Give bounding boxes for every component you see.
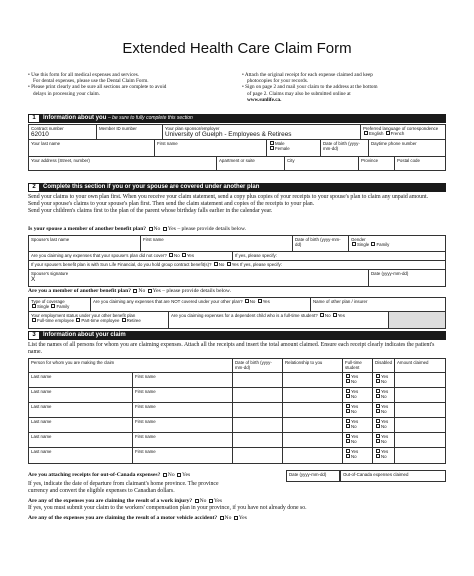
intro-line: www.sunlife.ca.: [247, 96, 282, 103]
field-value: University of Guelph - Employees & Retirees: [165, 130, 292, 138]
claim-relationship-field[interactable]: [283, 388, 343, 402]
family-checkbox[interactable]: [371, 242, 375, 246]
field-label: First name: [135, 433, 156, 439]
checkbox-label: Yes: [381, 403, 389, 409]
no-checkbox[interactable]: [376, 424, 380, 428]
claim-relationship-field[interactable]: [283, 403, 343, 417]
field-label: Spouse's last name: [31, 236, 70, 242]
apartment-field[interactable]: [217, 157, 285, 170]
claim-last-name-field[interactable]: [29, 418, 133, 432]
field-label: Type of coverage: [31, 298, 65, 304]
no-checkbox[interactable]: [163, 473, 167, 477]
intro-line: • Use this form for all medical expenses and services.: [28, 72, 140, 78]
signature-date-field[interactable]: [369, 270, 445, 286]
postal-code-field[interactable]: [395, 157, 445, 170]
yes-checkbox[interactable]: [234, 516, 238, 520]
section-2-instructions: [28, 194, 446, 215]
field-label: Your employment status under your other benefit plan: [31, 312, 136, 318]
french-checkbox[interactable]: [386, 131, 390, 135]
checkbox-label: Yes: [186, 252, 195, 258]
other-plan-grid: [28, 297, 446, 329]
checkbox-label: No: [351, 438, 357, 444]
spouse-sunlife-question: [29, 261, 445, 269]
claim-amount-field[interactable]: [395, 403, 445, 417]
field-label: Contract number: [31, 125, 64, 131]
section-number: 3: [29, 332, 39, 339]
spouse-claim-question: [29, 252, 233, 260]
checkbox-label: Female: [275, 145, 290, 151]
member-id-field[interactable]: [97, 125, 163, 139]
checkbox-label: Family: [56, 303, 70, 309]
departure-date-field[interactable]: [286, 470, 340, 482]
yes-checkbox[interactable]: [227, 262, 231, 266]
claim-disabled-field: [373, 448, 395, 463]
header-person: Person for whom you are making the claim: [29, 359, 233, 372]
header-dob: Date of birth (yyyy-mm-dd): [233, 359, 283, 372]
checkbox-label: Retiree: [126, 317, 141, 323]
signature-x: X: [31, 275, 36, 283]
field-label: City: [287, 157, 295, 163]
no-checkbox[interactable]: [245, 299, 249, 303]
section-title: Complete this section if you or your spouse are covered under another plan: [43, 184, 260, 190]
employment-status-field: [29, 312, 169, 328]
claim-student-field: [343, 433, 373, 447]
yes-checkbox[interactable]: [376, 449, 380, 453]
claim-last-name-field[interactable]: [29, 433, 133, 447]
claim-disabled-field: [373, 433, 395, 447]
no-checkbox[interactable]: [220, 516, 224, 520]
language-field: [361, 125, 445, 139]
yes-checkbox[interactable]: [182, 253, 186, 257]
claim-student-field: [343, 373, 373, 387]
checkbox-label: Yes: [351, 388, 359, 394]
field-label: Are you claiming expenses for a dependent child who is a full-time student?: [171, 312, 318, 318]
checkbox-label: No: [351, 453, 357, 459]
intro-left: [28, 72, 228, 97]
section-title: Information about you: [43, 115, 107, 121]
field-label: Last name: [31, 433, 52, 439]
section-3-instructions: List the names of all persons for whom you are claiming expenses. Attach all the receipts and insert the total amount claimed. Ensure each receipt clearly indicates the patient's name.: [28, 342, 435, 355]
intro-line: For dental expenses, please use the Dental Claim Form.: [33, 78, 149, 85]
field-label: First name: [135, 373, 156, 379]
yes-checkbox[interactable]: [376, 434, 380, 438]
checkbox-label: Yes: [167, 226, 176, 232]
contract-number-field[interactable]: [29, 125, 97, 139]
intro-line: delays in processing your claim.: [33, 90, 100, 97]
single-checkbox[interactable]: [352, 242, 356, 246]
dependent-question: [169, 312, 389, 328]
claim-student-field: [343, 388, 373, 402]
province-field[interactable]: [359, 157, 395, 170]
yes-checkbox[interactable]: [163, 227, 167, 231]
no-checkbox[interactable]: [376, 394, 380, 398]
last-name-field[interactable]: [29, 140, 155, 156]
claim-dob-field[interactable]: [233, 433, 283, 447]
yes-checkbox[interactable]: [258, 299, 262, 303]
checkbox-label: Part-time employee: [81, 317, 120, 323]
specify-field[interactable]: [233, 252, 445, 260]
checkbox-label: No: [351, 423, 357, 429]
checkbox-label: No: [138, 288, 146, 294]
no-checkbox[interactable]: [346, 424, 350, 428]
claim-first-name-field[interactable]: [133, 373, 233, 387]
field-label: Last name: [31, 418, 52, 424]
single-checkbox[interactable]: [32, 304, 36, 308]
spouse-plan-question: [28, 226, 446, 232]
yes-checkbox[interactable]: [346, 449, 350, 453]
checkbox-label: Yes: [381, 433, 389, 439]
fulltime-checkbox[interactable]: [32, 318, 36, 322]
question-text: Are any of the expenses you are claiming the result of a motor vehicle accident?: [28, 515, 218, 521]
question-tail: – please provide details below.: [162, 288, 231, 294]
claim-amount-field[interactable]: [395, 373, 445, 387]
work-injury-text: If yes, you must submit your claim to the workers' compensation plan in your province, if you have not already done so.: [28, 505, 307, 511]
field-label: Date (yyyy-mm-dd): [289, 471, 327, 477]
intro-line: • Attach the original receipt for each expense claimed and keep: [242, 72, 373, 78]
field-label: Province: [361, 157, 379, 163]
no-checkbox[interactable]: [214, 262, 218, 266]
claim-last-name-field[interactable]: [29, 388, 133, 402]
checkbox-label: No: [381, 423, 387, 429]
no-checkbox[interactable]: [376, 454, 380, 458]
field-label: If your spouse's benefit plan is with Sun Life Financial, do you hold group contract benefit(s)?: [31, 261, 212, 267]
checkbox-label: Full-time employee: [37, 317, 75, 323]
plan-sponsor-field[interactable]: [163, 125, 361, 139]
intro-line: • Sign on page 2 and mail your claim to the address at the bottom: [242, 84, 378, 91]
no-checkbox[interactable]: [195, 499, 199, 503]
section-number: 1: [29, 115, 39, 122]
field-label: Postal code: [397, 157, 420, 163]
question-text: Are you a member of another benefit plan?: [28, 288, 132, 294]
checkbox-label: Yes: [351, 448, 359, 454]
no-checkbox[interactable]: [169, 253, 173, 257]
claim-disabled-field: [373, 373, 395, 387]
motor-vehicle-question: [28, 515, 446, 521]
claim-disabled-field: [373, 418, 395, 432]
claim-first-name-field[interactable]: [133, 433, 233, 447]
claim-dob-field[interactable]: [233, 418, 283, 432]
checkbox-label: Yes: [262, 298, 270, 304]
parttime-checkbox[interactable]: [76, 318, 80, 322]
checkbox-label: Single: [37, 303, 50, 309]
field-label: Are you claiming any expenses that are NOT covered under your other plan?: [93, 298, 243, 304]
checkbox-label: No: [174, 252, 180, 258]
field-label: Your address (Street, number): [31, 157, 90, 163]
dob-field[interactable]: [321, 140, 369, 156]
checkbox-label: No: [218, 261, 225, 267]
checkbox-label: No: [224, 515, 232, 521]
claim-student-field: [343, 418, 373, 432]
claim-student-field: [343, 448, 373, 463]
field-label: Out-of-Canada expenses claimed: [343, 471, 409, 477]
field-label: Gender: [351, 236, 366, 242]
first-name-field[interactable]: [155, 140, 267, 156]
gender-field: [267, 140, 321, 156]
field-label: First name: [157, 140, 178, 146]
claim-row: [29, 373, 445, 388]
yes-checkbox[interactable]: [333, 313, 337, 317]
field-label: Preferred language of correspondence: [363, 125, 439, 131]
checkbox-label: Yes: [381, 448, 389, 454]
yes-checkbox[interactable]: [346, 389, 350, 393]
no-checkbox[interactable]: [376, 409, 380, 413]
instruction-text: currency and convert the eligible expenses to Canadian dollars.: [28, 488, 175, 494]
claim-relationship-field[interactable]: [283, 448, 343, 463]
intro-right: [242, 72, 446, 103]
no-checkbox[interactable]: [346, 394, 350, 398]
checkbox-label: No: [167, 472, 175, 478]
checkbox-label: Yes: [231, 261, 239, 267]
field-label: Date of birth (yyyy-mm-dd): [295, 236, 341, 247]
claim-first-name-field[interactable]: [133, 388, 233, 402]
header-disabled: Disabled: [373, 359, 395, 372]
checkbox-label: Yes: [182, 472, 191, 478]
checkbox-label: Yes: [152, 288, 161, 294]
claim-row: [29, 403, 445, 418]
work-injury-question: [28, 498, 446, 504]
field-label: Apartment or suite: [219, 157, 255, 163]
claim-amount-field[interactable]: [395, 418, 445, 432]
not-covered-question: [91, 298, 311, 311]
checkbox-label: No: [381, 393, 387, 399]
claim-dob-field[interactable]: [233, 448, 283, 463]
other-plan-field[interactable]: [311, 298, 445, 311]
no-checkbox[interactable]: [346, 379, 350, 383]
section-1-grid: [28, 124, 446, 171]
claim-relationship-field[interactable]: [283, 373, 343, 387]
question-text: Are any of the expenses you are claiming the result of a work injury?: [28, 498, 193, 504]
spouse-signature-field[interactable]: [29, 270, 369, 286]
claim-relationship-field[interactable]: [283, 418, 343, 432]
section-subtitle: – be sure to fully complete this section: [108, 115, 193, 121]
retiree-checkbox[interactable]: [122, 318, 126, 322]
field-label: Last name: [31, 403, 52, 409]
field-label: Last name: [31, 388, 52, 394]
claim-table: [28, 358, 446, 464]
male-checkbox[interactable]: [270, 141, 274, 145]
field-label: First name: [135, 418, 156, 424]
instruction-text: Send your claims to your own plan first. When you receive your claim statement, send a copy plus copies of your receipts to your spouse's plan to claim any unpaid amount.: [28, 194, 429, 200]
shaded-cell: [389, 312, 445, 328]
yes-checkbox[interactable]: [376, 374, 380, 378]
field-label: Last name: [31, 373, 52, 379]
english-checkbox[interactable]: [364, 131, 368, 135]
claim-last-name-field[interactable]: [29, 448, 133, 463]
claim-relationship-field[interactable]: [283, 433, 343, 447]
section-title: Information about your claim: [43, 332, 126, 338]
intro-line: of page 2. Claims may also be submitted online at: [247, 90, 351, 97]
claim-first-name-field[interactable]: [133, 448, 233, 463]
claim-first-name-field[interactable]: [133, 418, 233, 432]
checkbox-label: No: [249, 298, 256, 304]
claim-dob-field[interactable]: [233, 388, 283, 402]
claim-last-name-field[interactable]: [29, 373, 133, 387]
checkbox-label: No: [381, 438, 387, 444]
no-checkbox[interactable]: [376, 439, 380, 443]
field-label: If yes, please specify:: [239, 261, 282, 267]
checkbox-label: No: [381, 453, 387, 459]
no-checkbox[interactable]: [133, 289, 137, 293]
question-text: Are you attaching receipts for out-of-Canada expenses?: [28, 472, 161, 478]
yes-checkbox[interactable]: [346, 434, 350, 438]
yes-checkbox[interactable]: [376, 389, 380, 393]
claim-amount-field[interactable]: [395, 448, 445, 463]
coverage-type-field: [29, 298, 91, 311]
checkbox-label: Single: [357, 241, 370, 247]
section-3-header: [28, 331, 446, 340]
field-label: First name: [143, 236, 164, 242]
address-field[interactable]: [29, 157, 217, 170]
female-checkbox[interactable]: [270, 146, 274, 150]
field-label: Date of birth (yyyy-mm-dd): [323, 140, 360, 151]
yes-checkbox[interactable]: [346, 404, 350, 408]
yes-checkbox[interactable]: [209, 499, 213, 503]
checkbox-label: Yes: [381, 373, 389, 379]
field-label: Last name: [31, 448, 52, 454]
checkbox-label: Yes: [351, 403, 359, 409]
checkbox-label: Yes: [213, 498, 223, 504]
header-amount: Amount claimed: [397, 359, 429, 365]
phone-field[interactable]: [369, 140, 445, 156]
field-label: First name: [135, 403, 156, 409]
checkbox-label: No: [351, 378, 357, 384]
checkbox-label: Yes: [238, 515, 247, 521]
claim-row: [29, 433, 445, 448]
claim-row: [29, 448, 445, 463]
spouse-first-name-field[interactable]: [141, 236, 293, 251]
checkbox-label: Family: [376, 241, 390, 247]
section-1-header: [28, 114, 446, 123]
checkbox-label: No: [381, 378, 387, 384]
checkbox-label: No: [351, 408, 357, 414]
claim-disabled-field: [373, 388, 395, 402]
checkbox-label: Yes: [351, 433, 359, 439]
family-checkbox[interactable]: [51, 304, 55, 308]
section-2-header: [28, 183, 446, 192]
no-checkbox[interactable]: [376, 379, 380, 383]
checkbox-label: English: [369, 130, 384, 136]
intro-line: photocopies for your records.: [247, 78, 309, 85]
form-title: Extended Health Care Claim Form: [122, 40, 352, 57]
no-checkbox[interactable]: [346, 454, 350, 458]
checkbox-label: No: [199, 498, 207, 504]
member-plan-question: [28, 288, 446, 294]
spouse-last-name-field[interactable]: [29, 236, 141, 251]
question-text: Is your spouse a member of another benefit plan?: [28, 226, 147, 232]
outside-canada-text: [28, 481, 278, 495]
spouse-grid: [28, 235, 446, 287]
claim-row: [29, 418, 445, 433]
yes-checkbox[interactable]: [346, 419, 350, 423]
claim-amount-field[interactable]: [395, 388, 445, 402]
field-label: If yes, please specify:: [235, 252, 277, 258]
claim-dob-field[interactable]: [233, 373, 283, 387]
checkbox-label: No: [153, 226, 161, 232]
checkbox-label: Yes: [337, 312, 345, 318]
no-checkbox[interactable]: [320, 313, 324, 317]
question-tail: – please provide details below.: [177, 226, 247, 232]
field-label: Daytime phone number: [371, 140, 417, 146]
field-label: Name of other plan / insurer: [313, 298, 368, 304]
checkbox-label: French: [390, 130, 405, 136]
header-relationship: Relationship to you: [283, 359, 343, 372]
field-label: Date (yyyy-mm-dd): [371, 270, 409, 276]
checkbox-label: Yes: [351, 373, 359, 379]
section-number: 2: [29, 184, 39, 191]
field-label: First name: [135, 448, 156, 454]
yes-checkbox[interactable]: [148, 289, 152, 293]
claim-dob-field[interactable]: [233, 403, 283, 417]
claim-disabled-field: [373, 403, 395, 417]
instruction-text: If yes, indicate the date of departure from claimant's home province. The province: [28, 481, 219, 487]
no-checkbox[interactable]: [149, 227, 153, 231]
field-value: 62010: [31, 130, 49, 138]
checkbox-label: No: [351, 393, 357, 399]
city-field[interactable]: [285, 157, 359, 170]
field-label: First name: [135, 388, 156, 394]
field-label: Your last name: [31, 140, 61, 146]
spouse-dob-field[interactable]: [293, 236, 349, 251]
no-checkbox[interactable]: [346, 439, 350, 443]
oc-amount-field[interactable]: [340, 470, 446, 482]
checkbox-label: Yes: [381, 418, 389, 424]
checkbox-label: No: [381, 408, 387, 414]
field-label: Are you claiming any expenses that your spouse's plan did not cover?: [31, 252, 167, 258]
claim-row: [29, 388, 445, 403]
yes-checkbox[interactable]: [376, 419, 380, 423]
field-label: Spouse's signature: [31, 270, 69, 276]
claim-first-name-field[interactable]: [133, 403, 233, 417]
spouse-gender-field: [349, 236, 445, 251]
instruction-text: Send your children's claims first to the plan of the parent whose birthday falls earlier in the calendar year.: [28, 208, 273, 214]
claim-amount-field[interactable]: [395, 433, 445, 447]
checkbox-label: Yes: [351, 418, 359, 424]
yes-checkbox[interactable]: [346, 374, 350, 378]
checkbox-label: Male: [275, 140, 285, 146]
header-student: Full-time student: [343, 359, 373, 372]
yes-checkbox[interactable]: [376, 404, 380, 408]
no-checkbox[interactable]: [346, 409, 350, 413]
field-label: Your plan sponsor/employer: [165, 125, 220, 131]
instruction-text: Send your spouse's claims to your spouse's plan first. Then send the claim statement and copies of the receipts to your plan.: [28, 201, 315, 207]
intro-line: • Please print clearly and be sure all sections are complete to avoid: [28, 84, 167, 91]
claim-student-field: [343, 403, 373, 417]
checkbox-label: No: [324, 312, 331, 318]
field-label: Member ID number: [99, 125, 137, 131]
checkbox-label: Yes: [381, 388, 389, 394]
yes-checkbox[interactable]: [177, 473, 181, 477]
claim-last-name-field[interactable]: [29, 403, 133, 417]
